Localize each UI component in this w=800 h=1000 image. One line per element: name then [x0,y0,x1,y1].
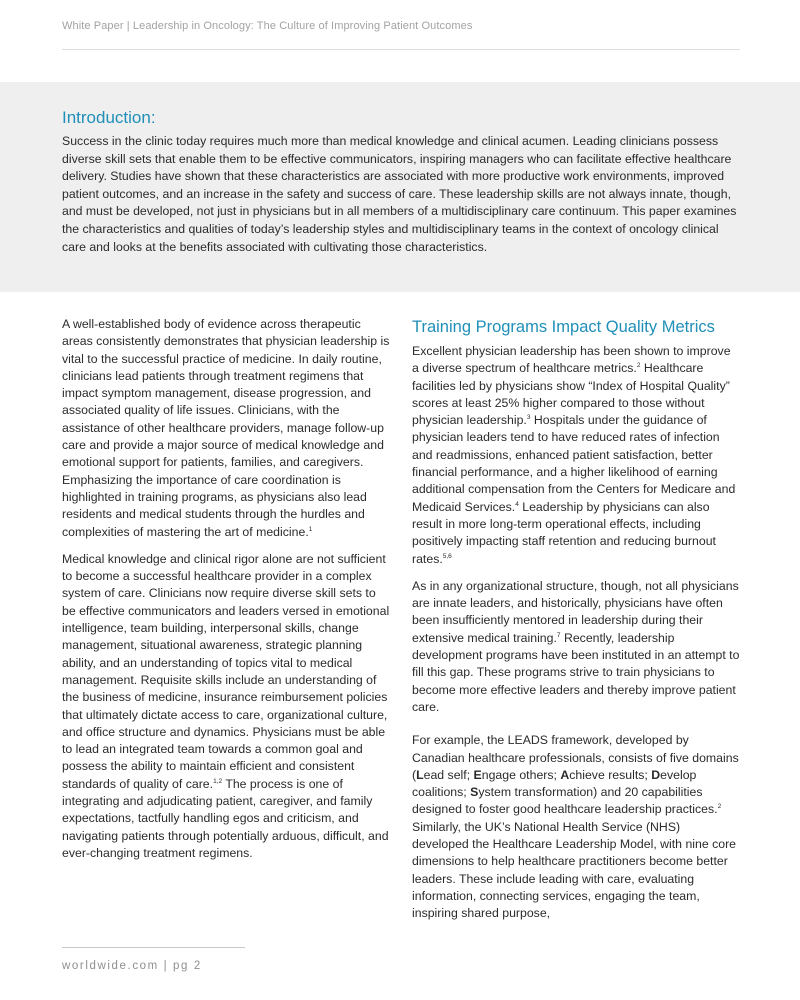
paragraph-text: Similarly, the UK’s National Health Service (NHS) developed the Healthcare Leadership Model, with nine core dimensions to help healthcare practitioners become better leaders. These include leading with care, evaluating information, connecting services, engaging the team, inspiring shared purpose, [412,819,737,921]
paragraph-text: For example, the LEADS framework, developed by Canadian healthcare professionals, consists of five domains ( [412,733,739,782]
citation-ref: 2 [636,362,641,370]
leads-letter: E [473,767,482,782]
left-column [62,316,390,872]
header-divider [62,49,740,50]
paragraph-text: ystem transformation) and 20 capabilities designed to foster good healthcare leadership practices. [412,785,718,817]
paragraph-text: Recently, leadership development programs have been instituted in an attempt to fill this gap. These programs strive to train physicians to become more effective leaders and thereby improve patient care. [412,630,740,714]
leads-letter: D [651,767,661,782]
citation-ref: 5,6 [442,552,452,560]
page-footer: worldwide.com | pg 2 [62,960,202,972]
paragraph-text: chieve results; [569,767,652,782]
body-paragraph [412,343,740,568]
body-paragraph [412,578,740,716]
right-column [412,316,740,933]
leads-letter: S [470,785,479,800]
paragraph-text: Medical knowledge and clinical rigor alone are not sufficient to become a successful healthcare provider in a complex system of care. Clinicians now require diverse skill sets to be effective communicators and leaders versed in emotional intelligence, team building, interpersonal skills, change management, situational awareness, strategic planning ability, and an understanding of topics vital to medical management. Requisite skills include an understanding of the business of medicine, insurance reimbursement policies that ultimately dictate access to care, organizational culture, and office structure and dynamics. Physicians must be able to lead an integrated team towards a common goal and possess the ability to maintain efficient and consistent standards of quality of care. [62,551,390,791]
paragraph-text: Healthcare facilities led by physicians show “Index of Hospital Quality” scores at least 25% higher compared to those without physician leadership. [412,361,730,428]
body-paragraph [62,551,390,862]
paragraph-text: ead self; [423,767,474,782]
paragraph-text: A well-established body of evidence across therapeutic areas consistently demonstrates that physician leadership is vital to the successful practice of medicine. In daily routine, clinicians lead patients through treatment regimens that impact symptom management, disease progression, and associated quality of life issues. Clinicians, with the assistance of other healthcare providers, manage follow-up care and provide a major source of medical knowledge and emotional support for patients, families, and caregivers. Emphasizing the importance of care coordination is highlighted in training programs, as physicians also lead residents and medical students through the hurdles and complexities of mastering the art of medicine. [62,317,390,539]
leads-letter: A [560,767,570,782]
paragraph-text: As in any organizational structure, though, not all physicians are innate leaders, and historically, physicians have often been insufficiently mentored in leadership during their extensive medical training. [412,578,739,645]
paragraph-text: The process is one of integrating and adjudicating patient, caregiver, and family expectations, tactfully handling egos and criticism, and navigating patients through potentially arduous, difficult, and ever-changing treatment regimens. [62,776,389,860]
paragraph-text: Leadership by physicians can also result in more long-term operational effects, including positively impacting staff retention and reducing burnout rates. [412,499,716,566]
citation-ref: 1,2 [213,777,223,785]
paragraph-text: ngage others; [481,767,561,782]
citation-ref: 2 [717,803,722,811]
citation-ref: 7 [556,631,561,639]
citation-ref: 4 [515,500,519,508]
running-header: White Paper | Leadership in Oncology: The Culture of Improving Patient Outcomes [62,20,473,32]
introduction-text: Success in the clinic today requires much more than medical knowledge and clinical acumen. Leading clinicians possess diverse skill sets that enable them to be effective communicators, inspiring managers who can facilitate effective healthcare delivery. Studies have shown that these characteristics are associated with more productive work environments, improved patient outcomes, and an increase in the safety and success of care. These leadership skills are not always innate, though, and must be developed, not just in physicians but in all members of a multidisciplinary care continuum. This paper examines the characteristics and qualities of today’s leadership styles and multidisciplinary teams in the context of oncology clinical care and looks at the benefits associated with cultivating those characteristics. [62,134,737,254]
footer-divider [62,947,245,948]
paragraph-text: Hospitals under the guidance of physician leaders tend to have reduced rates of infection and readmissions, enhanced patient satisfaction, better financial performance, and a higher likelihood of earning additional compensation from the Centers for Medicare and Medicaid Services. [412,413,736,514]
citation-ref: 3 [526,414,531,422]
body-paragraph [62,316,390,541]
leads-letter: L [416,767,424,782]
section-heading: Training Programs Impact Quality Metrics [412,318,715,336]
citation-ref: 1 [308,525,313,533]
body-paragraph [412,732,740,922]
introduction-heading: Introduction: [62,108,156,127]
paragraph-text: evelop coalitions; [412,767,697,800]
paragraph-text: Excellent physician leadership has been shown to improve a diverse spectrum of healthcare metrics. [412,344,731,376]
